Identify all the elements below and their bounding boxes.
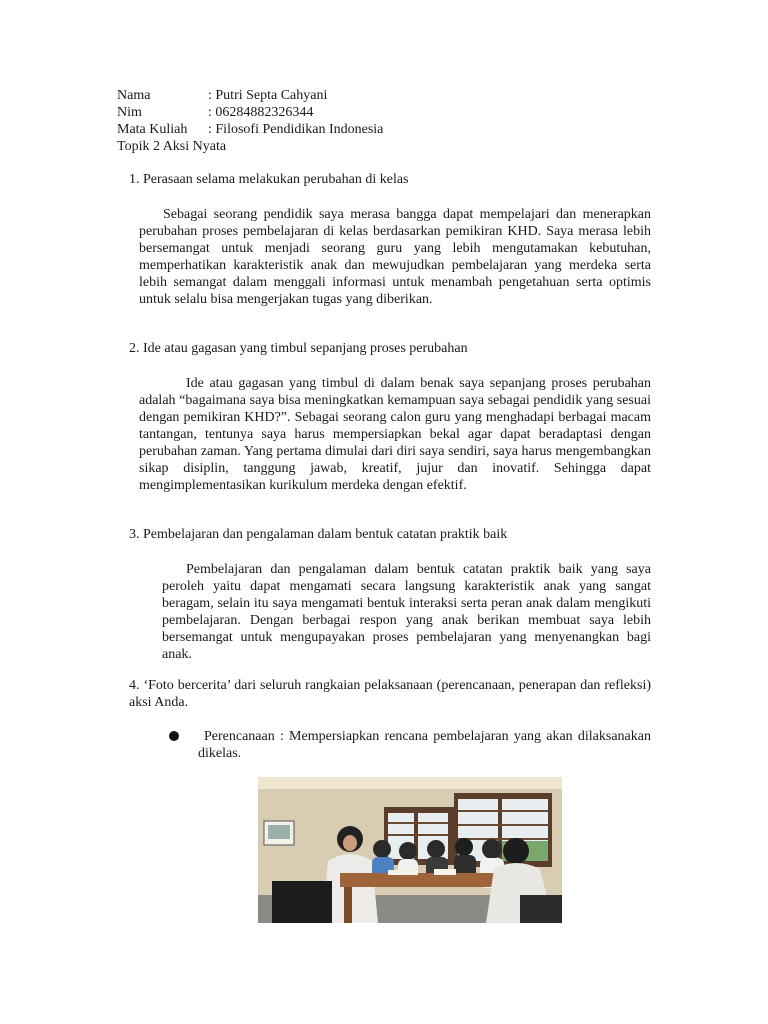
- section-1-body: Sebagai seorang pendidik saya merasa bangga dapat mempelajari dan menerapkan perubahan proses pembelajaran di kelas berdasarkan pemikiran KHD. Saya merasa lebih bersemangat untuk menjadi seorang guru yang lebih mengutamakan kebutuhan, memperhatikan karakteristik anak dan mewujudkan pembelajaran yang merdeka serta lebih semangat dalam menggali informasi untuk menambah pengetahuan serta optimis untuk selalu bisa mengerjakan tugas yang diberikan.: [139, 207, 651, 307]
- topik-title: Topik 2 Aksi Nyata: [117, 139, 227, 154]
- nama-label: Nama: [117, 88, 151, 103]
- mata-kuliah-row: [117, 121, 383, 138]
- nim-row: [117, 104, 313, 121]
- classroom-photo: [258, 777, 562, 923]
- section-2-heading: 2. Ide atau gagasan yang timbul sepanjang proses perubahan: [129, 341, 468, 356]
- section-4-heading: 4. ‘Foto bercerita’ dari seluruh rangkaian pelaksanaan (perencanaan, penerapan dan refleksi) aksi Anda.: [129, 678, 651, 710]
- section-3-heading: 3. Pembelajaran dan pengalaman dalam bentuk catatan praktik baik: [129, 527, 508, 542]
- section-2-body: Ide atau gagasan yang timbul di dalam benak saya sepanjang proses perubahan adalah “bagaimana saya bisa meningkatkan kemampuan saya sebagai pendidik yang sesuai dengan pemikiran KHD?”. Sebagai seorang calon guru yang menghadapi berbagai macam tantangan, tentunya saya harus mempersiapkan bekal agar dapat beradaptasi dengan perubahan zaman. Yang pertama dimulai dari diri saya sendiri, saya harus mengembangkan sikap disiplin, tanggung jawab, kreatif, jujur dan inovatif. Sehingga dapat mengimplementasikan kurikulum merdeka dengan efektif.: [139, 376, 651, 493]
- bullet-perencanaan: Perencanaan : Mempersiapkan rencana pembelajaran yang akan dilaksanakan dikelas.: [198, 729, 651, 761]
- classroom-photo-illustration: [258, 777, 562, 923]
- bullet-dot-icon: [169, 731, 179, 741]
- nama-value: : Putri Septa Cahyani: [208, 88, 328, 103]
- section-1-heading: 1. Perasaan selama melakukan perubahan di kelas: [129, 172, 409, 187]
- mata-kuliah-label: Mata Kuliah: [117, 122, 188, 137]
- nama-row: [117, 87, 327, 104]
- section-3-body: Pembelajaran dan pengalaman dalam bentuk catatan praktik baik yang saya peroleh yaitu dapat mengamati secara langsung karakteristik anak yang sangat beragam, selain itu saya mengamati bentuk interaksi serta peran anak dalam mengikuti pembelajaran. Dengan berbagai respon yang anak berikan membuat saya lebih bersemangat untuk mengupayakan proses pembelajaran yang menyenangkan bagi anak.: [162, 562, 651, 662]
- nim-value: : 06284882326344: [208, 105, 314, 120]
- mata-kuliah-value: : Filosofi Pendidikan Indonesia: [208, 122, 384, 137]
- nim-label: Nim: [117, 105, 142, 120]
